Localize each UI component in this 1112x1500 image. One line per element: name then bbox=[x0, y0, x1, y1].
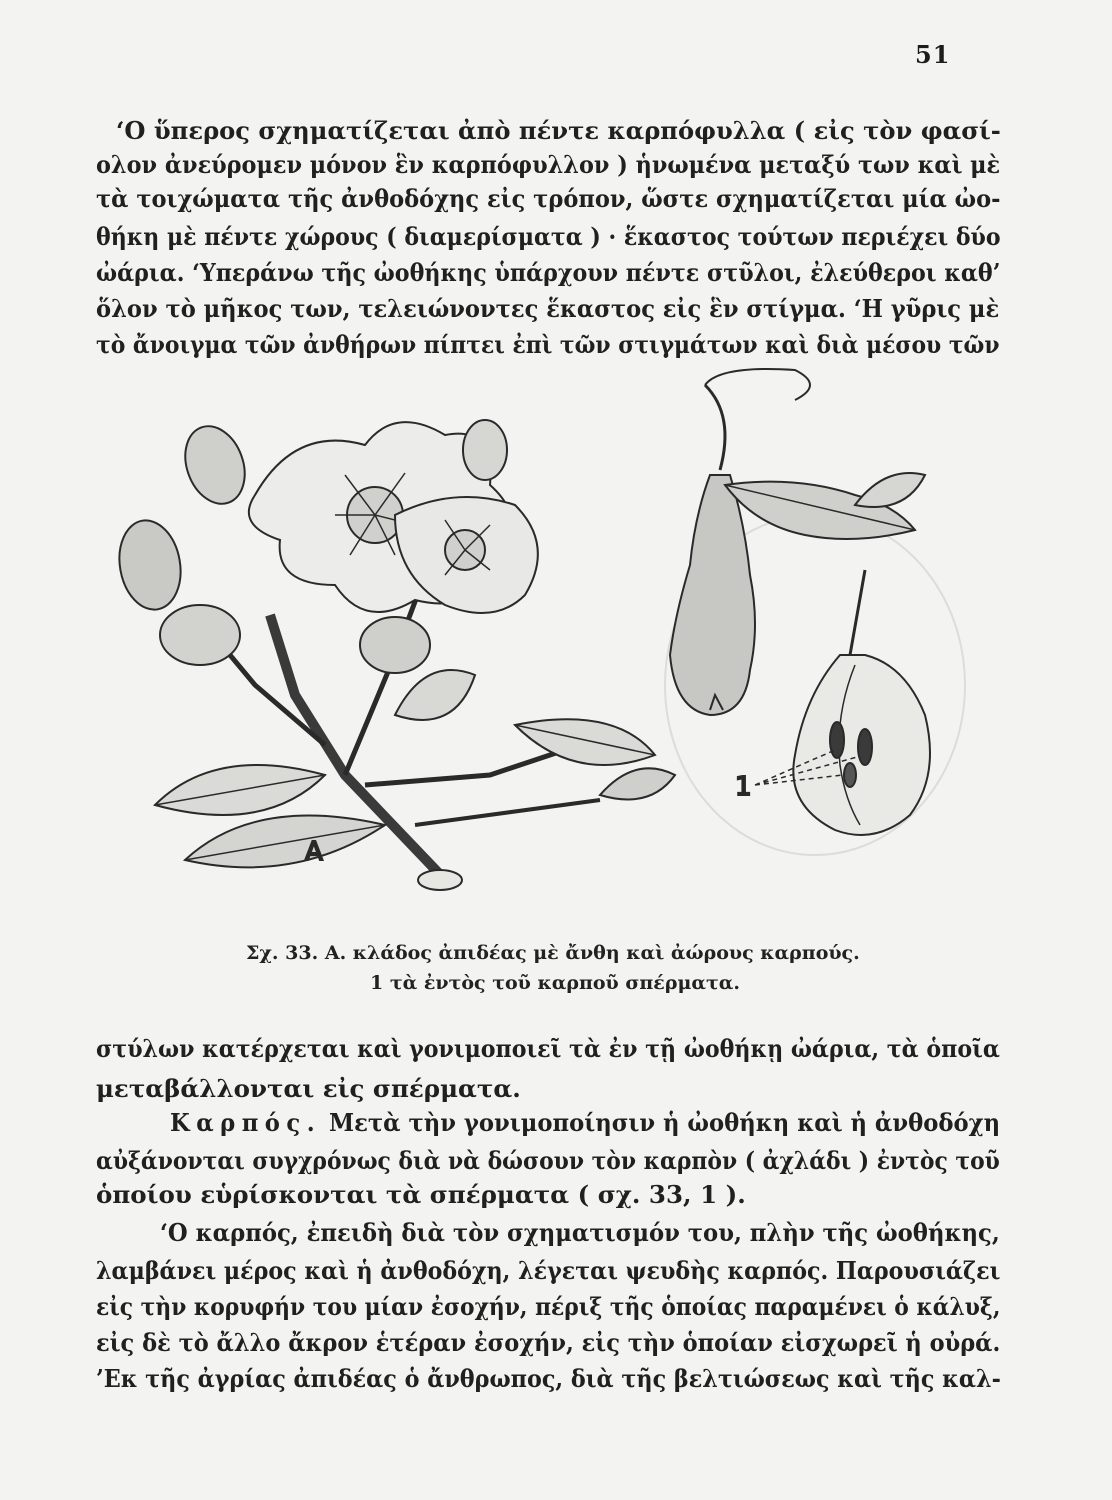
text-line: ολον ἀνεύρομεν μόνον ἓν καρπόφυλλον ) ἡνωμένα μεταξύ των καὶ μὲ bbox=[96, 150, 1001, 179]
section-heading: Καρπός. bbox=[170, 1108, 322, 1137]
text-line: ‘Ο καρπός, ἐπειδὴ διὰ τὸν σχηματισμόν του, πλὴν τῆς ὠοθήκης, bbox=[160, 1218, 1000, 1247]
text-line-rest: Μετὰ τὴν γονιμοποίησιν ἡ ὠοθήκη καὶ ἡ ἀνθοδόχη bbox=[321, 1108, 1001, 1137]
pear-fruit-drawing bbox=[670, 369, 925, 715]
text-line: στύλων κατέρχεται καὶ γονιμοποιεῖ τὰ ἐν τῇ ὠοθήκῃ ὠάρια, τὰ ὁποῖα bbox=[96, 1034, 1000, 1063]
text-line: θήκη μὲ πέντε χώρους ( διαμερίσματα ) · ἕκαστος τούτων περιέχει δύο bbox=[96, 222, 1001, 251]
page-number: 51 bbox=[915, 40, 951, 69]
pear-illustration bbox=[95, 355, 975, 930]
pear-cross-section-drawing bbox=[755, 570, 930, 835]
text-line: λαμβάνει μέρος καὶ ἡ ἀνθοδόχη, λέγεται ψευδὴς καρπός. Παρουσιάζει bbox=[96, 1256, 1001, 1285]
text-line: ὁποίου εὑρίσκονται τὰ σπέρματα ( σχ. 33, 1 ). bbox=[96, 1180, 746, 1209]
text-line: ‘Ο ὕπερος σχηματίζεται ἀπὸ πέντε καρπόφυλλα ( εἰς τὸν φασί- bbox=[116, 116, 1001, 145]
text-line: ὠάρια. ‘Υπεράνω τῆς ὠοθήκης ὑπάρχουν πέντε στῦλοι, ἐλεύθεροι καθ’ bbox=[96, 258, 1001, 287]
figure-caption: Σχ. 33. Α. κλάδος ἀπιδέας μὲ ἄνθη καὶ ἀώρους καρπούς. bbox=[246, 942, 860, 964]
text-line: ’Εκ τῆς ἀγρίας ἀπιδέας ὁ ἄνθρωπος, διὰ τῆς βελτιώσεως καὶ τῆς καλ- bbox=[96, 1364, 1001, 1393]
text-line: εἰς δὲ τὸ ἄλλο ἄκρον ἑτέραν ἐσοχήν, εἰς τὴν ὁποίαν εἰσχωρεῖ ἡ οὐρά. bbox=[96, 1328, 1001, 1357]
figure-label-a: A bbox=[305, 837, 323, 867]
blossom-drawing bbox=[113, 418, 538, 673]
text-line: αὐξάνονται συγχρόνως διὰ νὰ δώσουν τὸν καρπὸν ( ἀχλάδι ) ἐντὸς τοῦ bbox=[96, 1146, 1000, 1175]
text-line: ὅλον τὸ μῆκος των, τελειώνοντες ἕκαστος εἰς ἓν στίγμα. ‘Η γῦρις μὲ bbox=[96, 294, 1000, 323]
text-line: εἰς τὴν κορυφήν του μίαν ἐσοχήν, πέριξ τῆς ὁποίας παραμένει ὁ κάλυξ, bbox=[96, 1292, 1001, 1321]
figure-label-1: 1 bbox=[735, 772, 752, 802]
text-line bbox=[170, 1108, 1000, 1138]
text-line: τὸ ἄνοιγμα τῶν ἀνθήρων πίπτει ἐπὶ τῶν στιγμάτων καὶ διὰ μέσου τῶν bbox=[96, 330, 1000, 359]
text-line: τὰ τοιχώματα τῆς ἀνθοδόχης εἰς τρόπον, ὥστε σχηματίζεται μία ὠο- bbox=[96, 184, 1001, 213]
figure-caption-sub: 1 τὰ ἐντὸς τοῦ καρποῦ σπέρματα. bbox=[370, 972, 741, 994]
text-line: μεταβάλλονται εἰς σπέρματα. bbox=[96, 1074, 521, 1103]
